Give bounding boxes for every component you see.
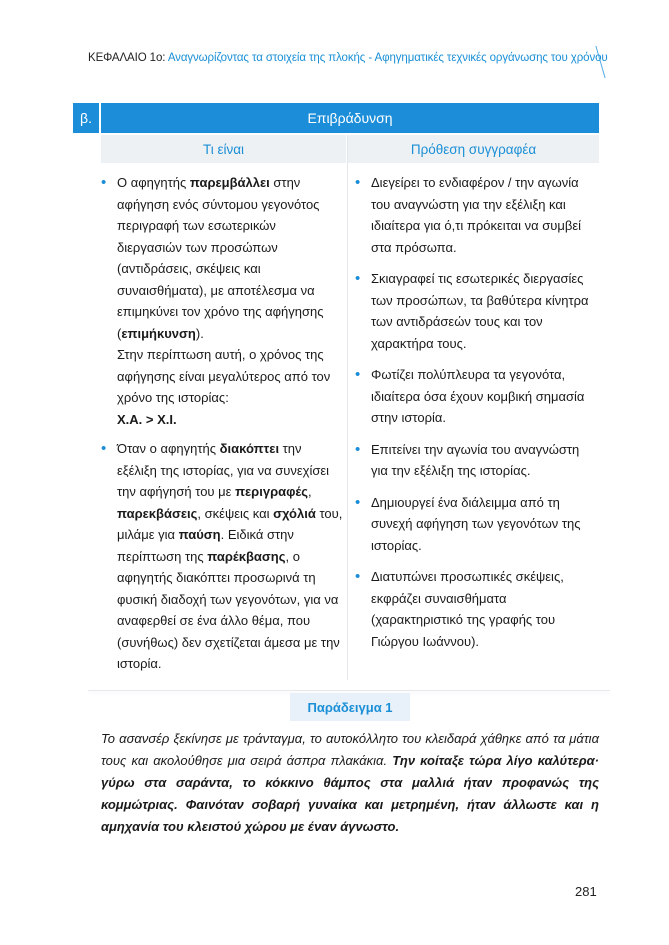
column-header-what-it-is: Τι είναι bbox=[101, 135, 346, 163]
intent-item: • Διατυπώνει προσωπικές σκέψεις, εκφράζει συναισθήματα (χαρακτηριστικό της γραφής του Γιώργου Ιωάννου). bbox=[355, 566, 599, 652]
text-run: Όταν ο αφηγητής bbox=[117, 441, 220, 456]
definition-note: Στην περίπτωση αυτή, ο χρόνος της αφήγησης είναι μεγαλύτερος από τον χρόνο της ιστορίας: bbox=[117, 347, 331, 405]
text-run: . Ειδικά στην περίπτωση της bbox=[117, 527, 294, 564]
page-number: 281 bbox=[575, 884, 597, 899]
chapter-header bbox=[88, 52, 608, 64]
bold-term: περιγραφές bbox=[235, 484, 309, 499]
text-run: , σκέψεις και bbox=[197, 505, 274, 521]
example-title: Παράδειγμα 1 bbox=[290, 693, 410, 721]
intent-list bbox=[355, 172, 599, 662]
bold-term: σχόλιά bbox=[273, 505, 316, 521]
section-letter: β. bbox=[73, 103, 99, 133]
chapter-title: Αναγνωρίζοντας τα στοιχεία της πλοκής - Αφηγηματικές τεχνικές οργάνωσης του χρόνου bbox=[167, 52, 608, 64]
time-formula: Χ.Α. > Χ.Ι. bbox=[117, 411, 177, 427]
definition-list bbox=[101, 172, 344, 683]
text-run: Το ασανσέρ ξεκίνησε με τράνταγμα, το αυτοκόλλητο του κλειδαρά χάθηκε από τα μάτια τους και ακολούθησε μια σειρά άσπρα πλακάκια. bbox=[101, 731, 599, 768]
bold-term: παύση bbox=[178, 527, 221, 542]
text-run: στην αφήγηση ενός σύντομου γεγονότος περιγραφή των εσωτερικών διεργασιών των προσώπων (αντιδράσεις, σκέψεις και συναισθήματα), με αποτέλεσμα να επιμηκύνει τον χρόνο της αφήγησης ( bbox=[117, 175, 324, 341]
bold-term: παρέκβασης bbox=[207, 548, 286, 564]
intent-item: • Δημιουργεί ένα διάλειμμα από τη συνεχή αφήγηση των γεγονότων της ιστορίας. bbox=[355, 492, 599, 557]
text-run: Ο αφηγητής bbox=[117, 175, 190, 190]
intent-item: • Φωτίζει πολύπλευρα τα γεγονότα, ιδιαίτερα όσα έχουν κομβική σημασία στην ιστορία. bbox=[355, 364, 599, 429]
text-run: , bbox=[308, 484, 312, 499]
intent-item: • Διεγείρει το ενδιαφέρον / την αγωνία του αναγνώστη για την εξέλιξη και ιδιαίτερα για ό,τι πρόκειται να συμβεί στα πρόσωπα. bbox=[355, 172, 599, 258]
bold-term: παρεκβάσεις bbox=[117, 505, 198, 521]
chapter-label: ΚΕΦΑΛΑΙΟ 1ο: bbox=[88, 52, 166, 64]
table-bottom-border bbox=[88, 690, 610, 691]
intent-item: • Επιτείνει την αγωνία του αναγνώστη για την εξέλιξη της ιστορίας. bbox=[355, 439, 599, 482]
intent-item: • Σκιαγραφεί τις εσωτερικές διεργασίες των προσώπων, τα βαθύτερα κίνητρα των αντιδράσεών τους και τον χαρακτήρα τους. bbox=[355, 268, 599, 354]
bold-term: Την κοίταξε τώρα λίγο καλύτερα· γύρω στα σαράντα, το κόκκινο θάμπος στα μαλλιά ήταν προφανώς της κομμώτριας. Φαινόταν σοβαρή γυναίκα και μετρημένη, ήταν άλλωστε και η αμηχανία του κλειστού χώρου με έναν άγνωστο. bbox=[101, 753, 600, 834]
bold-term: διακόπτει bbox=[219, 441, 280, 456]
column-header-author-intent: Πρόθεση συγγραφέα bbox=[348, 135, 599, 163]
column-divider bbox=[347, 135, 348, 680]
bold-term: επιμήκυνση bbox=[121, 325, 196, 341]
example-text bbox=[101, 728, 599, 838]
definition-item bbox=[101, 438, 344, 675]
text-run: ). bbox=[195, 325, 204, 341]
definition-item bbox=[101, 172, 344, 430]
text-run: την εξέλιξη της ιστορίας, για να συνεχίσει την αφήγησή του με bbox=[117, 441, 330, 499]
text-run: του, μιλάμε για bbox=[117, 505, 343, 542]
bold-term: παρεμβάλλει bbox=[189, 175, 270, 190]
section-title: Επιβράδυνση bbox=[101, 103, 599, 133]
text-run: , ο αφηγητής διακόπτει προσωρινά τη φυσική διαδοχή των γεγονότων, για να αναφερθεί σε ένα άλλο θέμα, που (συνήθως) δεν σχετίζεται άμεσα με την ιστορία. bbox=[117, 548, 340, 671]
